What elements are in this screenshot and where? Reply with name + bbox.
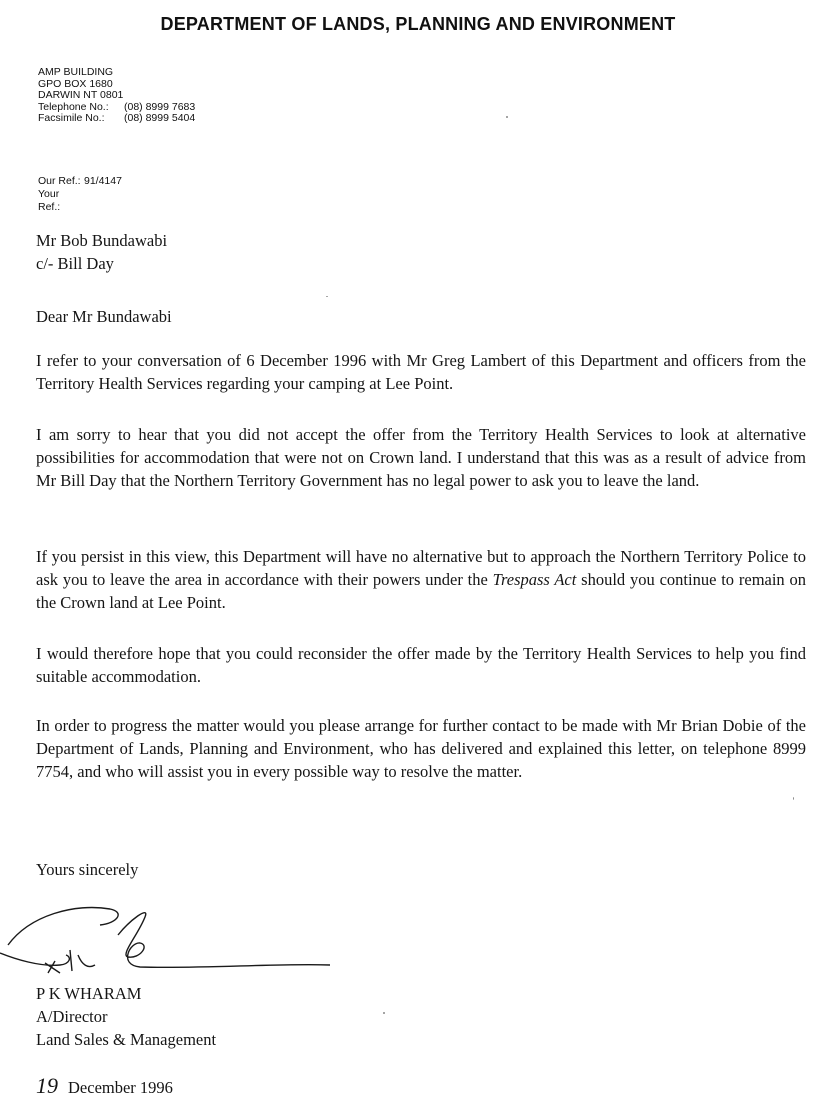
- paragraph-3-end: should you continue to remain on the Crown land at Lee Point.: [36, 570, 807, 612]
- recipient-name: Mr Bob Bundawabi: [36, 231, 168, 250]
- scan-speck: [793, 797, 794, 800]
- date-day-handwritten: 19: [36, 1073, 58, 1098]
- paragraph-3: [36, 545, 806, 614]
- address-block: [38, 67, 195, 125]
- facsimile-value: (08) 8999 5404: [124, 112, 196, 124]
- reference-block: [38, 175, 122, 214]
- department-heading: DEPARTMENT OF LANDS, PLANNING AND ENVIRONMENT: [160, 14, 676, 34]
- signatory-unit: Land Sales & Management: [36, 1030, 217, 1049]
- recipient-care-of: c/- Bill Day: [36, 254, 114, 273]
- paragraph-3-start: If you persist in this view, this Department will have no alternative but to approach the Northern Territory Police to ask you to leave the area in accordance with their powers under the: [36, 547, 806, 589]
- facsimile-label: Facsimile No.:: [38, 112, 105, 124]
- address-line-1: AMP BUILDING: [38, 66, 114, 78]
- paragraph-5: In order to progress the matter would you please arrange for further contact to be made with Mr Brian Dobie of the Department of Lands, Planning and Environment, who has delivered and explained this letter, on telephone 8999 7754, and who will assist you in every possible way to resolve the matter.: [36, 716, 806, 781]
- facsimile-row: [38, 113, 195, 125]
- address-line-3: DARWIN NT 0801: [38, 89, 124, 101]
- paragraph-1: I refer to your conversation of 6 December 1996 with Mr Greg Lambert of this Department and officers from the Territory Health Services regarding your camping at Lee Point.: [36, 351, 806, 393]
- our-ref-label: Our Ref.:: [38, 175, 81, 187]
- signatory-name: P K WHARAM: [36, 984, 142, 1003]
- scan-speck: [506, 116, 508, 118]
- trespass-act-reference: Trespass Act: [492, 570, 577, 589]
- scan-speck: [383, 1012, 385, 1014]
- telephone-label: Telephone No.:: [38, 100, 109, 113]
- scan-speck: [326, 296, 328, 297]
- closing: Yours sincerely: [36, 860, 139, 879]
- our-ref-value: 91/4147: [84, 175, 122, 187]
- paragraph-2: I am sorry to hear that you did not accept the offer from the Territory Health Services to look at alternative possibilities for accommodation that were not on Crown land. I understand that this was as a result of advice from Mr Bill Day that the Northern Territory Government has no legal power to ask you to leave the land.: [36, 425, 806, 490]
- signatory-title: A/Director: [36, 1007, 108, 1026]
- your-ref-label: Your Ref.:: [38, 188, 61, 213]
- our-ref-row: [38, 175, 122, 188]
- letter-date: [36, 1073, 173, 1099]
- handwritten-signature: [0, 895, 340, 980]
- date-month-year: December 1996: [68, 1078, 173, 1097]
- signatory-block: [36, 982, 806, 1051]
- recipient-block: [36, 229, 806, 275]
- telephone-value: (08) 8999 7683: [124, 100, 196, 113]
- your-ref-row: [38, 188, 122, 214]
- paragraph-4: I would therefore hope that you could reconsider the offer made by the Territory Health Services to help you find suitable accommodation.: [36, 644, 806, 686]
- address-line-2: GPO BOX 1680: [38, 77, 113, 90]
- salutation: Dear Mr Bundawabi: [36, 307, 172, 326]
